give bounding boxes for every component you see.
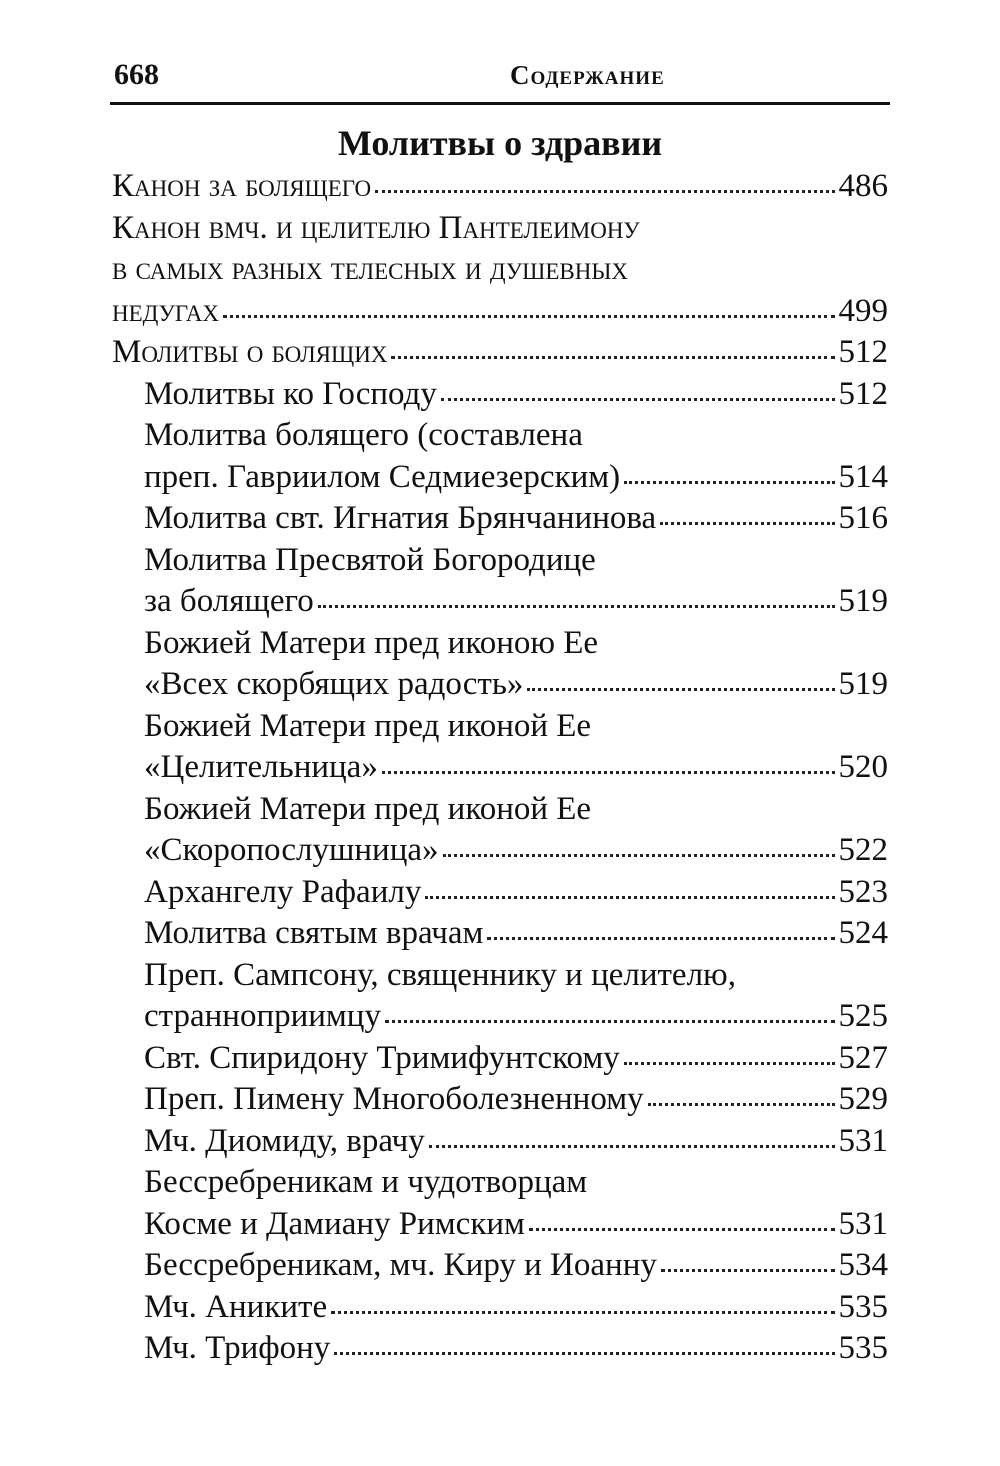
toc-page-number: 535 (838, 1288, 888, 1325)
toc-entry-title-line: Молитва свт. Игнатия Брянчанинова (144, 500, 657, 536)
toc-entry (112, 706, 888, 789)
toc-page-number: 514 (838, 458, 888, 495)
dot-leader (660, 522, 834, 525)
toc-page-number: 486 (838, 168, 888, 204)
toc-entry (112, 415, 888, 498)
toc-entry-title-line: Молитва болящего (составлена (144, 417, 583, 453)
toc-entry-row (144, 872, 888, 914)
toc-entry-row (144, 1038, 888, 1080)
toc-entry-title-line: Молитвы ко Господу (144, 375, 437, 412)
toc-entry-row (144, 830, 888, 872)
toc-entry-title-line: Косме и Дамиану Римским (144, 1205, 525, 1242)
toc-entry-title-line: Божией Матери пред иконой Ее (144, 790, 592, 827)
dot-leader (425, 896, 834, 899)
dot-leader (443, 854, 835, 857)
toc-entry (112, 955, 888, 1038)
dot-leader (429, 1145, 835, 1148)
toc-entry (112, 1162, 888, 1245)
dot-leader (391, 356, 834, 359)
toc-entry-row (144, 374, 888, 416)
running-title: Содержание (510, 60, 665, 90)
dot-leader (527, 688, 834, 691)
toc-entry-title-line: Божией Матери пред иконой Ее (144, 707, 592, 744)
page-header (110, 52, 890, 105)
toc-page-number: 525 (838, 998, 888, 1034)
toc-entry-row (144, 1079, 888, 1121)
toc-entry (112, 872, 888, 914)
toc-entry-title-line: в самых разных телесных и душевных (112, 251, 628, 287)
toc-entry-row (144, 996, 888, 1038)
dot-leader (648, 1103, 835, 1106)
toc-entry-row (144, 498, 888, 540)
dot-leader (529, 1228, 835, 1231)
toc-page-number: 516 (838, 500, 888, 536)
toc-entry-title-line: Преп. Сампсону, священнику и целителю, (144, 956, 736, 993)
toc-page-number: 527 (838, 1039, 888, 1076)
toc-entry-title-line: Бессребреникам, мч. Киру и Иоанну (144, 1247, 657, 1283)
section-title: Молитвы о здравии (337, 123, 663, 163)
toc-entry (112, 166, 888, 208)
toc-entry-title-line: за болящего (144, 583, 314, 619)
dot-leader (375, 190, 834, 193)
toc-page-number: 520 (838, 749, 888, 785)
toc-entry-row (144, 1245, 888, 1287)
toc-entry-title-line: Молитва Пресвятой Богородице (144, 541, 596, 578)
toc-entry-row (144, 747, 888, 789)
toc-page-number: 535 (838, 1330, 888, 1366)
toc-page-number: 529 (838, 1081, 888, 1117)
toc-entry-row (112, 332, 888, 374)
toc-page-number: 512 (838, 334, 888, 370)
toc-page-number: 523 (838, 873, 888, 910)
toc-entry (112, 498, 888, 540)
toc-entry-title-line: «Всех скорбящих радость» (144, 666, 524, 702)
toc-entry-title-line: Свт. Спиридону Тримифунтскому (144, 1039, 620, 1076)
toc-page-number: 531 (838, 1205, 888, 1242)
toc-entry-title-line: Мч. Аниките (144, 1288, 328, 1325)
dot-leader (318, 605, 835, 608)
dot-leader (223, 315, 835, 318)
toc-entry (112, 1079, 888, 1121)
toc-page-number: 519 (838, 666, 888, 702)
toc-page-number: 522 (838, 832, 888, 868)
toc-page-number: 524 (838, 915, 888, 951)
toc-entry-title-line: преп. Гавриилом Седмиезерским) (144, 458, 621, 495)
toc-entry-title-line: Канон за болящего (112, 168, 372, 204)
toc-entry (112, 1038, 888, 1080)
toc-entry-row (112, 166, 888, 208)
toc-page-number: 531 (838, 1122, 888, 1159)
toc-entry (112, 623, 888, 706)
dot-leader (487, 937, 834, 940)
toc-page-number: 512 (838, 375, 888, 412)
dot-leader (334, 1352, 834, 1355)
toc-entry (112, 540, 888, 623)
toc-entry-title-line: странноприимцу (144, 998, 381, 1034)
page-number: 668 (114, 58, 159, 91)
toc-entry-row (144, 913, 888, 955)
dot-leader (385, 1020, 835, 1023)
toc-entry-title-line: Молитвы о болящих (112, 334, 388, 370)
toc-page-number: 534 (838, 1247, 888, 1283)
toc-entry (112, 332, 888, 374)
toc-entry (112, 1245, 888, 1287)
toc-entry-title-line: Архангелу Рафаилу (144, 873, 422, 910)
toc-page-number: 519 (838, 583, 888, 619)
dot-leader (441, 398, 835, 401)
toc-entry-row (144, 457, 888, 499)
toc-page-number: 499 (838, 292, 888, 329)
toc-entry-title-line: Преп. Пимену Многоболезненному (144, 1081, 644, 1117)
toc-entry-row (144, 1287, 888, 1329)
dot-leader (624, 481, 834, 484)
toc-entry (112, 789, 888, 872)
toc-entry (112, 1121, 888, 1163)
toc-entry-title-line: Молитва святым врачам (144, 915, 484, 951)
table-of-contents (112, 166, 888, 1370)
toc-entry-row (144, 1204, 888, 1246)
dot-leader (382, 771, 835, 774)
toc-entry-row (112, 291, 888, 333)
toc-entry-row (144, 581, 888, 623)
toc-entry (112, 1287, 888, 1329)
toc-entry-title-line: Бессребреникам и чудотворцам (144, 1164, 588, 1200)
toc-entry (112, 374, 888, 416)
toc-entry (112, 1328, 888, 1370)
toc-entry (112, 208, 888, 333)
toc-entry-row (144, 664, 888, 706)
toc-entry-title-line: «Скоропослушница» (144, 832, 439, 868)
dot-leader (331, 1311, 834, 1314)
dot-leader (624, 1062, 835, 1065)
toc-entry-title-line: недугах (112, 292, 219, 329)
toc-entry-title-line: Божией Матери пред иконою Ее (144, 624, 599, 661)
toc-entry-title-line: «Целительница» (144, 749, 378, 785)
toc-entry-row (144, 1328, 888, 1370)
toc-entry-title-line: Мч. Трифону (144, 1330, 331, 1366)
dot-leader (661, 1269, 835, 1272)
toc-entry (112, 913, 888, 955)
toc-entry-title-line: Мч. Диомиду, врачу (144, 1122, 425, 1159)
toc-entry-row (144, 1121, 888, 1163)
toc-entry-title-line: Канон вмч. и целителю Пантелеимону (112, 209, 640, 246)
